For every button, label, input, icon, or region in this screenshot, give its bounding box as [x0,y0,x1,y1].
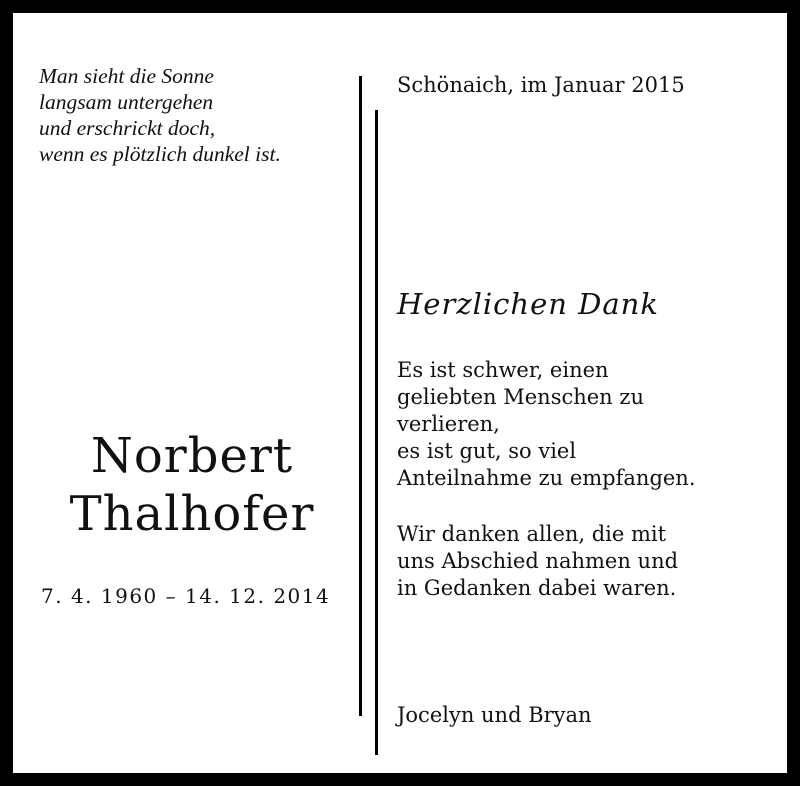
text-line: Wir danken allen, die mit [397,522,667,546]
deceased-first-name: Norbert [90,428,294,484]
life-dates: 7. 4. 1960 – 14. 12. 2014 [41,584,331,608]
quote-line: und erschrickt doch, [39,116,216,140]
thanks-paragraph-1 [397,357,696,492]
deceased-name [33,427,351,543]
thanks-paragraph-2 [397,521,678,602]
quote-line: wenn es plötzlich dunkel ist. [39,142,281,166]
text-line: Anteilnahme zu empfangen. [397,466,696,490]
text-line: geliebten Menschen zu [397,385,644,409]
place-and-date: Schönaich, im Januar 2015 [397,73,685,97]
text-line: verlieren, [397,412,500,436]
divider-rule-right [375,110,378,755]
divider-rule-left [359,76,362,716]
text-line: Es ist schwer, einen [397,358,609,382]
signature: Jocelyn und Bryan [397,703,592,727]
text-line: uns Abschied nahmen und [397,549,679,573]
quote-line: Man sieht die Sonne [39,64,214,88]
thanks-heading: Herzlichen Dank [397,287,659,321]
text-line: es ist gut, so viel [397,439,577,463]
quote-line: langsam untergehen [39,90,214,114]
memorial-quote [39,63,339,167]
deceased-last-name: Thalhofer [69,486,315,542]
text-line: in Gedanken dabei waren. [397,576,677,600]
